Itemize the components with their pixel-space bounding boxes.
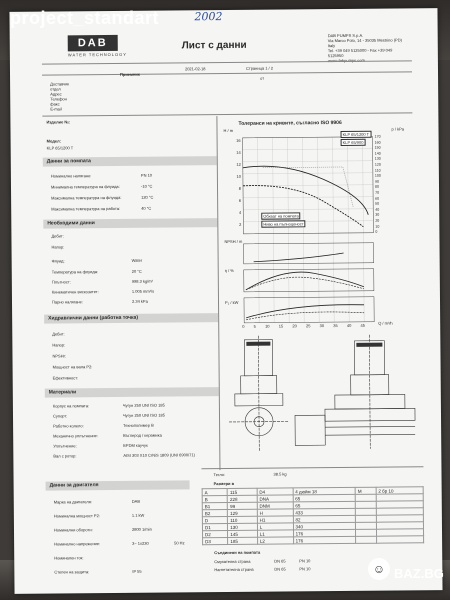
document-title: Лист с данни bbox=[181, 39, 247, 52]
y-right-tick: 130 bbox=[374, 157, 381, 162]
dimensions-table bbox=[202, 486, 424, 545]
contact-label: Адрес bbox=[50, 91, 62, 97]
connection-pn: PN 10 bbox=[299, 566, 311, 572]
dims-cell: 115 bbox=[227, 488, 256, 495]
connection-pn: PN 10 bbox=[299, 558, 311, 564]
motor-label: Номинална мощност P2: bbox=[53, 513, 100, 519]
legend-item: KLP 65/1200 T bbox=[341, 131, 372, 138]
y-tick: 14 bbox=[236, 149, 241, 155]
y-right-tick: 50 bbox=[375, 201, 380, 206]
y-right-tick: 60 bbox=[375, 196, 380, 201]
contact-label: Телефон bbox=[50, 96, 67, 102]
motor-data-title: Данни за двигателя bbox=[46, 480, 190, 490]
bazar-watermark: BAZ.BG bbox=[394, 566, 444, 581]
y-right-tick: 90 bbox=[374, 179, 379, 184]
legend-item: KLP 65/900 bbox=[341, 139, 366, 146]
dims-cell: B bbox=[202, 495, 227, 502]
motor-label: Номинално напрежение: bbox=[54, 541, 101, 547]
motor-value: 1.1 kW bbox=[131, 512, 145, 518]
connection-value: DN 65 bbox=[274, 558, 286, 564]
required-data-label: Плътност: bbox=[51, 279, 71, 285]
motor-value: 2800 1/min bbox=[131, 526, 152, 532]
dims-cell: D1 bbox=[202, 523, 227, 530]
hydraulic-data-label: Напор: bbox=[52, 342, 66, 348]
dims-cell: H1 bbox=[257, 516, 293, 523]
pump-data-label: Минимална температура на флуида: bbox=[50, 183, 120, 190]
pump-data-label: Максимална температура на флуида: bbox=[51, 194, 122, 201]
y-right-tick: 80 bbox=[374, 185, 380, 190]
graph-note: Ниво на пълноценост bbox=[261, 220, 305, 227]
motor-label: Номинални обороти: bbox=[53, 527, 93, 533]
from-label: от bbox=[260, 75, 265, 81]
x-tick: 35 bbox=[333, 323, 338, 329]
required-data-title: Необходими данни bbox=[43, 218, 217, 229]
dims-cell: 433 bbox=[293, 508, 356, 516]
y-axis-label: H / m bbox=[223, 127, 234, 134]
required-data-label: Кинематичен вискозитет: bbox=[51, 289, 99, 295]
motor-value: DAB bbox=[131, 498, 141, 504]
x-tick: 45 bbox=[360, 322, 366, 328]
page-number: Страница 1 / 2 bbox=[245, 65, 274, 71]
y-tick: 2 bbox=[239, 221, 242, 227]
required-data-value: 998.3 kg/m³ bbox=[131, 278, 153, 284]
company-line: Tel. +39 049 5125000 - Fax +39 049 5125950 bbox=[327, 47, 393, 59]
required-data-label: Флуид: bbox=[51, 258, 65, 264]
x-axis-label: Q / m³/h bbox=[378, 320, 393, 326]
y-right-tick: 30 bbox=[375, 212, 380, 218]
y-right-tick: 120 bbox=[374, 162, 381, 167]
x-tick: 25 bbox=[305, 323, 311, 329]
motor-value: IP 55 bbox=[132, 568, 142, 574]
data-sheet bbox=[9, 8, 442, 594]
y-right-axis-label: p / kPa bbox=[391, 126, 404, 132]
divider bbox=[201, 466, 423, 469]
contact-label: факс bbox=[50, 101, 60, 107]
materials-title: Материали bbox=[45, 387, 219, 398]
x-tick: 15 bbox=[278, 323, 284, 329]
x-tick: 40 bbox=[346, 322, 352, 328]
required-data-label: Температура на флуида: bbox=[51, 269, 99, 275]
dims-cell: 2 бр 10 bbox=[376, 487, 423, 494]
y-right-tick: 140 bbox=[374, 151, 381, 156]
required-data-value: 20 °C bbox=[131, 268, 142, 274]
dims-cell: D2 bbox=[203, 530, 228, 537]
pump-data-value: 40 °C bbox=[141, 205, 152, 211]
dims-cell bbox=[356, 536, 377, 543]
x-tick: 0 bbox=[242, 323, 245, 329]
required-data-label: Дебит: bbox=[51, 233, 64, 239]
dims-cell: 99 bbox=[228, 502, 257, 509]
dims-cell: M bbox=[355, 487, 376, 494]
company-line: DAB PUMPS S.p.A. bbox=[327, 32, 364, 39]
dims-cell: D4 bbox=[257, 488, 293, 495]
x-tick: 30 bbox=[319, 323, 325, 329]
pump-data-value: 120 °C bbox=[141, 194, 154, 200]
material-value: EPDM каучук bbox=[123, 442, 148, 448]
dims-cell bbox=[376, 536, 423, 543]
dims-cell: H bbox=[257, 509, 293, 516]
dims-cell: 129 bbox=[228, 509, 257, 516]
motor-label: Степен на защита: bbox=[54, 569, 90, 575]
dims-cell: 228 bbox=[227, 495, 256, 502]
weight-value: 38.5 kg bbox=[273, 471, 287, 477]
column-divider bbox=[216, 116, 220, 470]
dims-row bbox=[203, 536, 424, 545]
pump-drawing bbox=[224, 330, 417, 462]
dims-cell: DNM bbox=[257, 502, 293, 509]
y-tick: 12 bbox=[236, 161, 241, 167]
dims-cell: 65 bbox=[293, 501, 356, 509]
bazar-logo-icon: ☺ bbox=[368, 558, 390, 580]
dims-cell: A bbox=[202, 488, 227, 495]
connections-title: Съединени на помпата bbox=[214, 549, 261, 556]
connection-value: DN 65 bbox=[274, 566, 286, 572]
dims-cell: 110 bbox=[228, 516, 257, 523]
model-value: KLP 65/1200 T bbox=[46, 145, 74, 151]
motor-label: Марка на двигателя: bbox=[53, 499, 93, 505]
motor-label: Номинален ток: bbox=[54, 555, 84, 561]
y-right-tick: 150 bbox=[374, 145, 381, 150]
motor-extra: 50 Hz bbox=[174, 540, 185, 546]
y-right-ticks bbox=[375, 135, 382, 236]
hydraulic-data-title: Хидравлични данни (работна точка) bbox=[44, 313, 218, 324]
y-right-tick: 70 bbox=[375, 190, 380, 195]
logo-subtitle: WATER TECHNOLOGY bbox=[67, 51, 127, 58]
npsh-label: NPSH / m bbox=[224, 238, 243, 245]
divider bbox=[42, 112, 412, 116]
y-tick: 6 bbox=[238, 197, 242, 203]
performance-graph bbox=[222, 127, 392, 328]
graph-title: Толеранси на кривите, съгласно ISO 9906 bbox=[238, 119, 342, 127]
pump-data-title: Данни за помпата bbox=[43, 156, 217, 167]
y-right-tick: 170 bbox=[374, 134, 381, 139]
dims-cell: 176 bbox=[293, 536, 356, 544]
material-value: Чугун 250 UNI ISO 185 bbox=[122, 402, 165, 408]
y-right-tick: 10 bbox=[375, 224, 380, 229]
eta-label: η / % bbox=[224, 267, 234, 274]
dims-cell: D bbox=[202, 516, 227, 523]
pump-data-value: -10 °C bbox=[140, 183, 153, 189]
y-tick: 4 bbox=[238, 209, 242, 215]
y-right-tick: 160 bbox=[374, 140, 381, 145]
dims-cell: 4 дюйм 18 bbox=[293, 487, 356, 495]
model-label: Модел: bbox=[46, 138, 61, 144]
graph-note: Обхват на помпата bbox=[261, 212, 300, 219]
connection-label: Нагнетателна страна bbox=[214, 566, 254, 573]
item-label: Изделие №: bbox=[46, 119, 71, 125]
motor-value: 3~ 1x230 bbox=[132, 540, 149, 546]
material-label: Корпус на помпата: bbox=[52, 403, 90, 409]
y-right-tick: 0 bbox=[375, 229, 378, 234]
divider bbox=[42, 71, 412, 75]
required-data-value: 2.34 kPa bbox=[131, 298, 148, 304]
required-data-label: Парно налягане: bbox=[51, 299, 83, 305]
contact-label: Доставчик bbox=[50, 81, 70, 87]
x-ticks bbox=[242, 323, 365, 329]
dims-cell: 82 bbox=[293, 515, 356, 523]
dims-cell: D3 bbox=[203, 537, 228, 544]
material-value: Въглерод / керамика bbox=[123, 432, 162, 438]
dims-cell: 176 bbox=[293, 529, 356, 537]
pump-data-label: Номинално налягане: bbox=[50, 173, 92, 179]
hydraulic-data-label: NPSHr: bbox=[52, 353, 67, 359]
material-label: Вал с ротор: bbox=[53, 453, 77, 459]
dims-cell: L bbox=[257, 523, 293, 530]
contact-label: E-mail bbox=[50, 106, 62, 112]
p2-label: P₂ / kW bbox=[224, 299, 239, 306]
dims-cell: 145 bbox=[228, 530, 257, 537]
pump-data-label: Максимална температура на работа: bbox=[51, 205, 121, 212]
x-tick: 20 bbox=[292, 323, 297, 329]
dims-cell: 185 bbox=[228, 537, 257, 544]
hydraulic-data-label: Дебит: bbox=[52, 331, 65, 337]
x-tick: 10 bbox=[265, 323, 270, 329]
weight-label: Тегло: bbox=[213, 472, 226, 478]
y-tick: 16 bbox=[236, 137, 241, 143]
y-right-tick: 20 bbox=[375, 218, 380, 223]
material-label: Механично уплътнение: bbox=[53, 433, 99, 439]
y-tick: 10 bbox=[236, 173, 241, 179]
x-tick: 5 bbox=[253, 323, 256, 329]
dims-cell: 130 bbox=[228, 523, 257, 530]
y-tick: 8 bbox=[238, 185, 242, 191]
y-right-tick: 110 bbox=[374, 168, 381, 173]
dims-cell: L2 bbox=[257, 537, 293, 544]
connection-label: Смукателна страна bbox=[214, 558, 251, 565]
hydraulic-data-label: Ефективност: bbox=[52, 375, 79, 381]
material-label: Супорт: bbox=[52, 413, 68, 419]
y-right-tick: 40 bbox=[375, 207, 380, 212]
material-label: Уплътнение: bbox=[53, 443, 77, 449]
handwritten-number: 2002 bbox=[194, 10, 223, 24]
required-data-value: Water bbox=[131, 257, 143, 263]
dims-cell: B1 bbox=[202, 502, 227, 509]
dims-cell: 65 bbox=[293, 494, 356, 502]
pump-data-value: PN 10 bbox=[140, 172, 153, 178]
dims-cell: L1 bbox=[257, 530, 293, 537]
material-label: Работно колело: bbox=[53, 423, 84, 429]
dims-cell: 340 bbox=[293, 522, 356, 530]
material-value: Технополимер В bbox=[123, 422, 154, 428]
watermark: project_standart bbox=[10, 8, 160, 28]
required-data-label: Напор: bbox=[51, 244, 65, 250]
company-line: Via Marco Polo, 14 - 35035 Mestrino (PD) Italy bbox=[327, 37, 402, 49]
date: 2021-02-18 bbox=[184, 66, 206, 72]
y-right-tick: 100 bbox=[374, 173, 381, 178]
company-info bbox=[328, 32, 408, 63]
hydraulic-data-label: Мощност на вала P2: bbox=[52, 364, 93, 370]
contact-block bbox=[50, 81, 69, 111]
material-value: Чугун 250 UNI ISO 185 bbox=[122, 412, 165, 418]
required-data-value: 1.005 mm²/s bbox=[131, 288, 155, 294]
y-ticks bbox=[233, 138, 242, 234]
dab-logo: DAB bbox=[68, 35, 118, 51]
dims-cell: DNA bbox=[257, 495, 293, 502]
dims-title: Размери в bbox=[213, 480, 235, 487]
company-line: www.dabpumps.com bbox=[327, 57, 365, 64]
material-value: AISI 303 X10 CrNiS 1809 (UNI 6900/71) bbox=[123, 452, 195, 458]
contact-label: отдел bbox=[50, 86, 61, 92]
recipient-label: Приемник bbox=[119, 71, 140, 77]
dims-cell: B2 bbox=[202, 509, 227, 516]
